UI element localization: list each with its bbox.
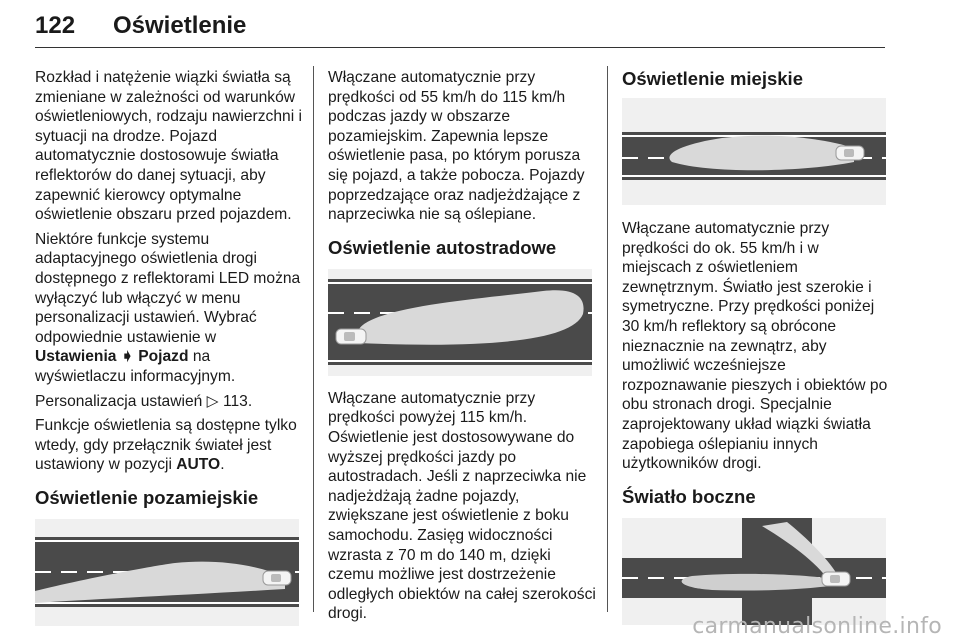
menu-path-vehicle: Pojazd bbox=[138, 348, 189, 366]
arrow-right-icon: ➧ bbox=[120, 348, 134, 366]
paragraph-settings bbox=[35, 230, 303, 387]
settings-text: Niektóre funkcje systemu adaptacyjnego oświetlenia drogi dostępnego z reflektorami LED można wyłączyć lub włączyć w menu personalizacji ustawień. Wybrać odpowiednie ustawienie w bbox=[35, 230, 301, 346]
paragraph-town-light: Włączane automatycznie przy prędkości do ok. 55 km/h i w miejscach z oświetleniem zewnętrznym. Światło jest szerokie i symetryczne. Przy prędkości poniżej 30 km/h reflektory są obrócone nieznacznie na zewnątrz, aby umożliwić wcześniejsze rozpoznawanie pieszych i obiektów po obu stronach drogi. Specjalnie zaprojektowany układ wiązki światła zapobiega oślepianiu innych użytkowników drogi. bbox=[622, 220, 888, 473]
heading-country-light: Oświetlenie pozamiejskie bbox=[35, 486, 259, 508]
paragraph-auto bbox=[35, 416, 303, 475]
paragraph-intro: Rozkład i natężenie wiązki światła są zmieniane w zależności od warunków oświetleniowych, rodzaju nawierzchni i sytuacji na drodze. Pojazd automatycznie dostosowuje światła reflektorów do danej sytuacji, aby zapewnić kierowcy optymalne oświetlenie obszaru przed pojazdem. bbox=[35, 69, 302, 224]
auto-text: Funkcje oświetlenia są dostępne tylko wtedy, gdy przełącznik świateł jest ustawiony w pozycji bbox=[35, 417, 297, 474]
menu-path-settings: Ustawienia bbox=[35, 348, 117, 366]
column-2 bbox=[328, 68, 596, 629]
side-light-illustration bbox=[622, 518, 886, 625]
column-divider-1 bbox=[313, 66, 314, 612]
reference-page: 113. bbox=[222, 392, 253, 410]
column-divider-2 bbox=[607, 66, 608, 612]
column-3 bbox=[622, 68, 890, 625]
town-light-illustration bbox=[622, 98, 886, 205]
motorway-light-illustration bbox=[328, 269, 592, 376]
paragraph-reference bbox=[35, 392, 303, 412]
reference-text: Personalizacja ustawień bbox=[35, 392, 203, 410]
column-1 bbox=[35, 68, 303, 626]
paragraph-motorway-light: Włączane automatycznie przy prędkości powyżej 115 km/h. Oświetlenie jest dostosowywane do wyższej prędkości jazdy po autostradach. Jeśli z naprzeciwka nie nadjeżdżają żadne pojazdy, zwiększane jest oświetlenie z boku samochodu. Zasięg widoczności wzrasta z 70 m do 140 m, dzięki czemu możliwe jest dostrzeżenie odległych obiektów na całej szerokości drogi. bbox=[328, 389, 596, 623]
page-title: Oświetlenie bbox=[113, 12, 247, 39]
settings-text-end: na wyświetlaczu informacyjnym. bbox=[35, 348, 236, 385]
paragraph-country-light: Włączane automatycznie przy prędkości od 55 km/h do 115 km/h podczas jazdy w obszarze pozamiejskim. Zapewnia lepsze oświetlenie pasa, po którym porusza się pojazd, a także pobocza. Pojazdy poprzedzające oraz nadjeżdżające z naprzeciwka nie są oślepiane. bbox=[328, 69, 585, 224]
watermark: carmanualsonline.info bbox=[692, 614, 942, 639]
heading-town-light: Oświetlenie miejskie bbox=[622, 68, 803, 89]
header-divider bbox=[35, 47, 885, 48]
auto-end: . bbox=[220, 456, 225, 474]
country-light-illustration bbox=[35, 519, 299, 626]
page-number: 122 bbox=[35, 12, 76, 39]
page-reference-icon: ▷ bbox=[206, 392, 219, 410]
heading-side-light: Światło boczne bbox=[622, 485, 756, 507]
auto-label: AUTO bbox=[176, 456, 221, 474]
page-header bbox=[35, 12, 885, 52]
heading-motorway-light: Oświetlenie autostradowe bbox=[328, 236, 557, 258]
